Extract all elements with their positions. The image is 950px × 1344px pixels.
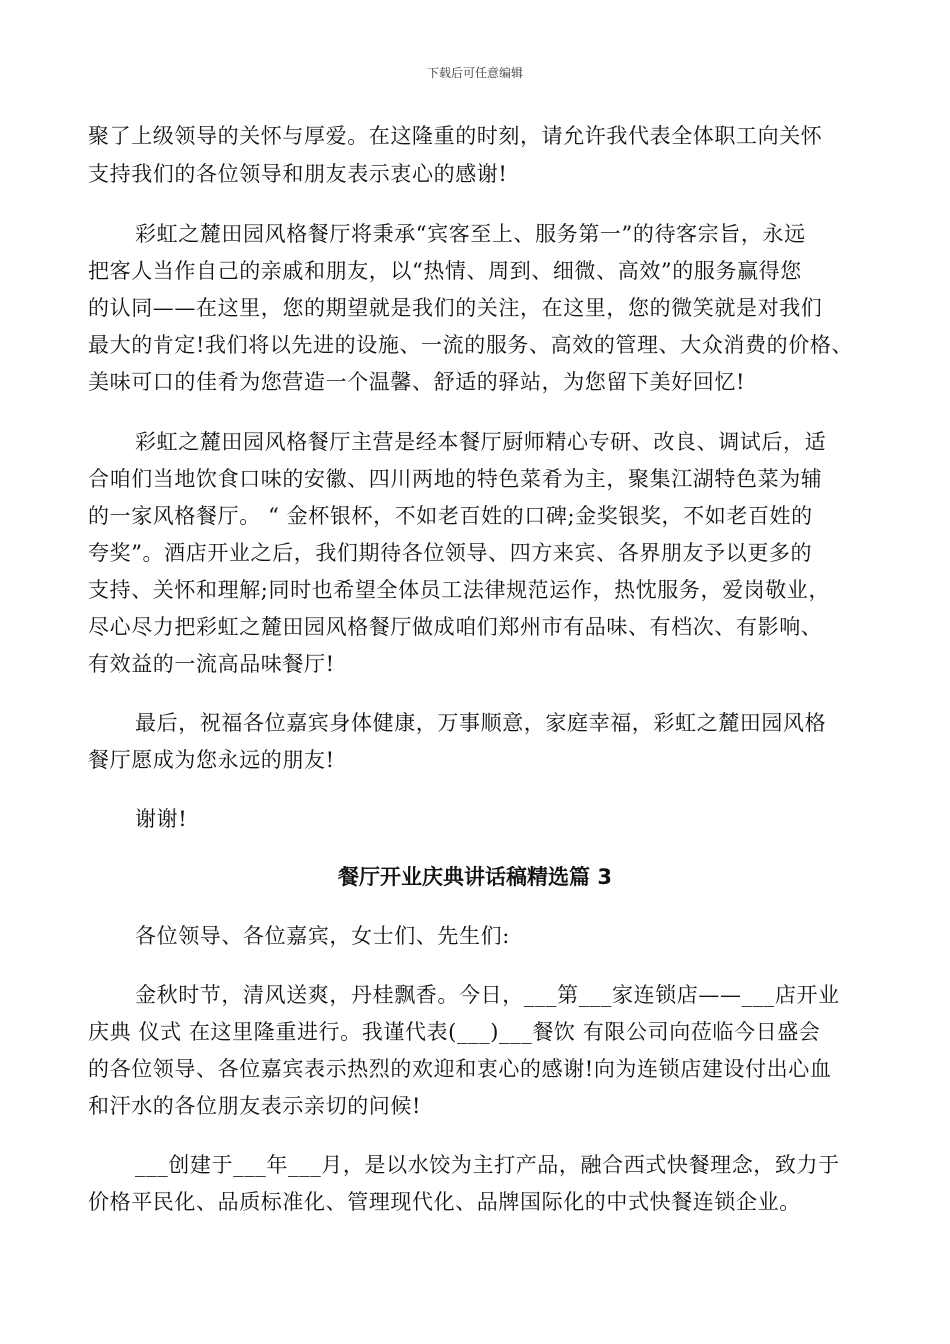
paragraph-line: 各位领导、各位嘉宾，女士们、先生们: <box>135 924 510 948</box>
paragraph-line: 把客人当作自己的亲戚和朋友，以“热情、周到、细微、高效”的服务赢得您 <box>88 259 802 283</box>
paragraph-line: 谢谢! <box>135 807 188 831</box>
paragraph-line: 支持我们的各位领导和朋友表示衷心的感谢! <box>88 162 508 186</box>
paragraph-line: 和汗水的各位朋友表示亲切的问候! <box>88 1094 422 1118</box>
paragraph-line: 的一家风格餐厅。 “ 金杯银杯，不如老百姓的口碑;金奖银奖，不如老百姓的 <box>88 504 813 528</box>
paragraph-line: 有效益的一流高品味餐厅! <box>88 652 335 676</box>
paragraph-line: 的各位领导、各位嘉宾表示热烈的欢迎和衷心的感谢!向为连锁店建设付出心血 <box>88 1057 832 1081</box>
paragraph-line: 尽心尽力把彩虹之麓田园风格餐厅做成咱们郑州市有品味、有档次、有影响、 <box>88 615 823 639</box>
paragraph-line: 支持、关怀和理解;同时也希望全体员工法律规范运作，热忱服务，爱岗敬业， <box>88 578 831 602</box>
paragraph-line: 价格平民化、品质标准化、管理现代化、品牌国际化的中式快餐连锁企业。 <box>88 1190 801 1214</box>
paragraph-line: 金秋时节，清风送爽，丹桂飘香。今日，___第___家连锁店——___店开业 <box>135 983 840 1007</box>
paragraph-line: ___创建于___年___月，是以水饺为主打产品，融合西式快餐理念，致力于 <box>135 1153 840 1177</box>
paragraph-line: 彩虹之麓田园风格餐厅主营是经本餐厅厨师精心专研、改良、调试后，适 <box>135 430 827 454</box>
paragraph-line: 餐厅愿成为您永远的朋友! <box>88 748 335 772</box>
section-title: 餐厅开业庆典讲话稿精选篇 3 <box>338 865 612 889</box>
paragraph-line: 美味可口的佳肴为您营造一个温馨、舒适的驿站，为您留下美好回忆! <box>88 370 746 394</box>
paragraph-line: 彩虹之麓田园风格餐厅将秉承“宾客至上、服务第一”的待客宗旨，永远 <box>135 222 806 246</box>
paragraph-line: 夸奖”。酒店开业之后，我们期待各位领导、四方来宾、各界朋友予以更多的 <box>88 541 813 565</box>
paragraph-line: 庆典 仪式 在这里隆重进行。我谨代表(___)___餐饮 有限公司向莅临今日盛会 <box>88 1020 821 1044</box>
header-note: 下载后可任意编辑 <box>426 66 523 80</box>
paragraph-line: 聚了上级领导的关怀与厚爱。在这隆重的时刻，请允许我代表全体职工向关怀 <box>88 124 823 148</box>
paragraph-line: 最后，祝福各位嘉宾身体健康，万事顺意，家庭幸福，彩虹之麓田园风格 <box>135 711 827 735</box>
paragraph-line: 最大的肯定!我们将以先进的设施、一流的服务、高效的管理、大众消费的价格、 <box>88 333 854 357</box>
paragraph-line: 的认同——在这里，您的期望就是我们的关注，在这里，您的微笑就是对我们 <box>88 296 823 320</box>
paragraph-line: 合咱们当地饮食口味的安徽、四川两地的特色菜肴为主，聚集江湖特色菜为辅 <box>88 467 823 491</box>
